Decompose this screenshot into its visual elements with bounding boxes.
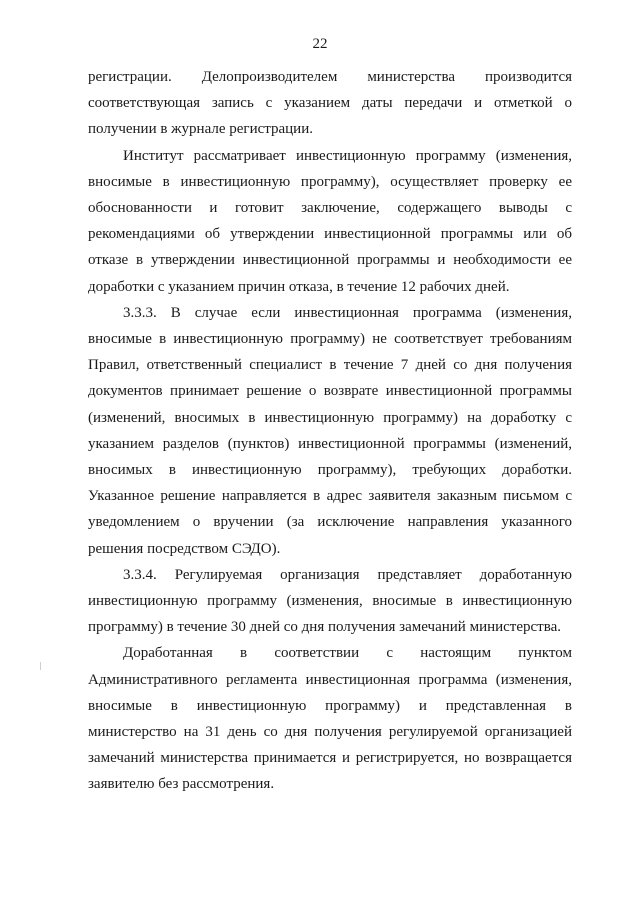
- paragraph-3-3-3: 3.3.3. В случае если инвестиционная программа (изменения, вносимые в инвестиционную программу) не соответствует требованиям Правил, ответственный специалист в течение 7 дней со дня получения документов принимает решение о возврате инвестиционной программы (изменений, вносимых в инвестиционную программу) на доработку с указанием разделов (пунктов) инвестиционной программы (изменений, вносимых в инвестиционную программу), требующих доработки. Указанное решение направляется в адрес заявителя заказным письмом с уведомлением о вручении (за исключение направления указанного решения посредством СЭДО).: [88, 304, 572, 557]
- margin-mark: [40, 662, 41, 670]
- paragraph-institute-review: Институт рассматривает инвестиционную программу (изменения, вносимые в инвестиционную программу), осуществляет проверку ее обоснованности и готовит заключение, содержащего выводы с рекомендациями об утверждении инвестиционной программы или об отказе в утверждении инвестиционной программы и необходимости ее доработки с указанием причин отказа, в течение 12 рабочих дней.: [88, 147, 572, 295]
- paragraph-registration: регистрации. Делопроизводителем министерства производится соответствующая запись с указанием даты передачи и отметкой о получении в журнале регистрации.: [88, 69, 572, 138]
- paragraph-3-3-4: 3.3.4. Регулируемая организация представляет доработанную инвестиционную программу (изменения, вносимые в инвестиционную программу) в течение 30 дней со дня получения замечаний министерства.: [88, 566, 572, 636]
- document-body: [88, 64, 572, 798]
- paragraph-revised-program: Доработанная в соответствии с настоящим пунктом Административного регламента инвестиционная программа (изменения, вносимые в инвестиционную программу) и представленная в министерство на 31 день со дня получения регулируемой организацией замечаний министерства принимается и регистрируется, но возвращается заявителю без рассмотрения.: [88, 645, 572, 793]
- page-number: 22: [312, 36, 328, 52]
